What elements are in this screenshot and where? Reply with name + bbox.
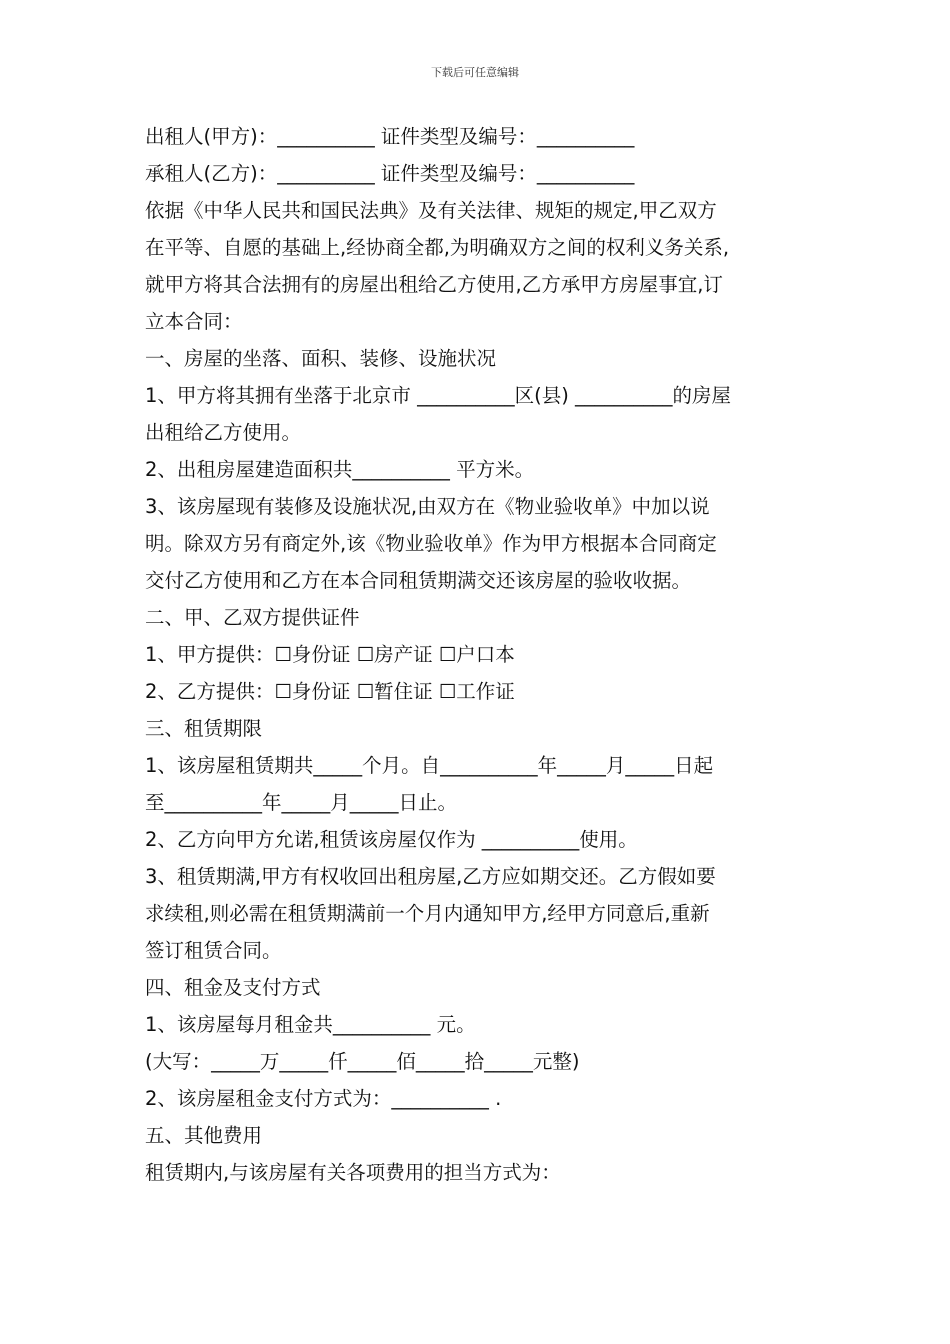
- clause-line: 1、该房屋每月租金共__________ 元。: [145, 1013, 476, 1036]
- clause-line: 至__________年_____月_____日止。: [145, 791, 458, 814]
- clause-line: 签订租赁合同。: [145, 939, 282, 962]
- preamble-line: 在平等、自愿的基础上,经协商全都,为明确双方之间的权利义务关系,: [145, 236, 730, 259]
- clause-line: 2、出租房屋建造面积共__________ 平方米。: [145, 458, 535, 481]
- clause-line: (大写：_____万_____仟_____佰_____拾_____元整): [145, 1050, 580, 1073]
- clause-line: 明。除双方另有商定外,该《物业验收单》作为甲方根据本合同商定: [145, 532, 717, 555]
- clause-line: 求续租,则必需在租赁期满前一个月内通知甲方,经甲方同意后,重新: [145, 902, 710, 925]
- section-heading-4: 四、租金及支付方式: [145, 976, 321, 999]
- clause-line: 交付乙方使用和乙方在本合同租赁期满交还该房屋的验收收据。: [145, 569, 692, 592]
- clause-line: 2、该房屋租金支付方式为：__________ .: [145, 1087, 502, 1110]
- clause-line: 1、该房屋租赁期共_____个月。自__________年_____月_____日起: [145, 754, 714, 777]
- preamble-line: 依据《中华人民共和国民法典》及有关法律、规矩的规定,甲乙双方: [145, 199, 717, 222]
- clause-line: 2、乙方向甲方允诺,租赁该房屋仅作为 __________使用。: [145, 828, 638, 851]
- clause-line: 1、甲方将其拥有坐落于北京市 __________区(县) __________的房屋: [145, 384, 732, 407]
- checkbox-line-party-a: 1、甲方提供：☐身份证 ☐房产证 ☐户口本: [145, 643, 515, 666]
- clause-line: 3、租赁期满,甲方有权收回出租房屋,乙方应如期交还。乙方假如要: [145, 865, 716, 888]
- section-heading-5: 五、其他费用: [145, 1124, 263, 1147]
- page-header: 下载后可任意编辑: [431, 66, 519, 79]
- lessee-line: 承租人(乙方)：__________ 证件类型及编号：__________: [145, 162, 635, 185]
- preamble-line: 立本合同：: [145, 310, 243, 333]
- contract-body: [145, 118, 815, 1191]
- preamble-line: 就甲方将其合法拥有的房屋出租给乙方使用,乙方承甲方房屋事宜,订: [145, 273, 723, 296]
- lessor-line: 出租人(甲方)：__________ 证件类型及编号：__________: [145, 125, 635, 148]
- section-heading-2: 二、甲、乙双方提供证件: [145, 606, 360, 629]
- clause-line: 出租给乙方使用。: [145, 421, 302, 444]
- section-heading-1: 一、房屋的坐落、面积、装修、设施状况: [145, 347, 497, 370]
- section-heading-3: 三、租赁期限: [145, 717, 263, 740]
- clause-line: 3、该房屋现有装修及设施状况,由双方在《物业验收单》中加以说: [145, 495, 710, 518]
- checkbox-line-party-b: 2、乙方提供：☐身份证 ☐暂住证 ☐工作证: [145, 680, 515, 703]
- clause-line: 租赁期内,与该房屋有关各项费用的担当方式为：: [145, 1161, 561, 1184]
